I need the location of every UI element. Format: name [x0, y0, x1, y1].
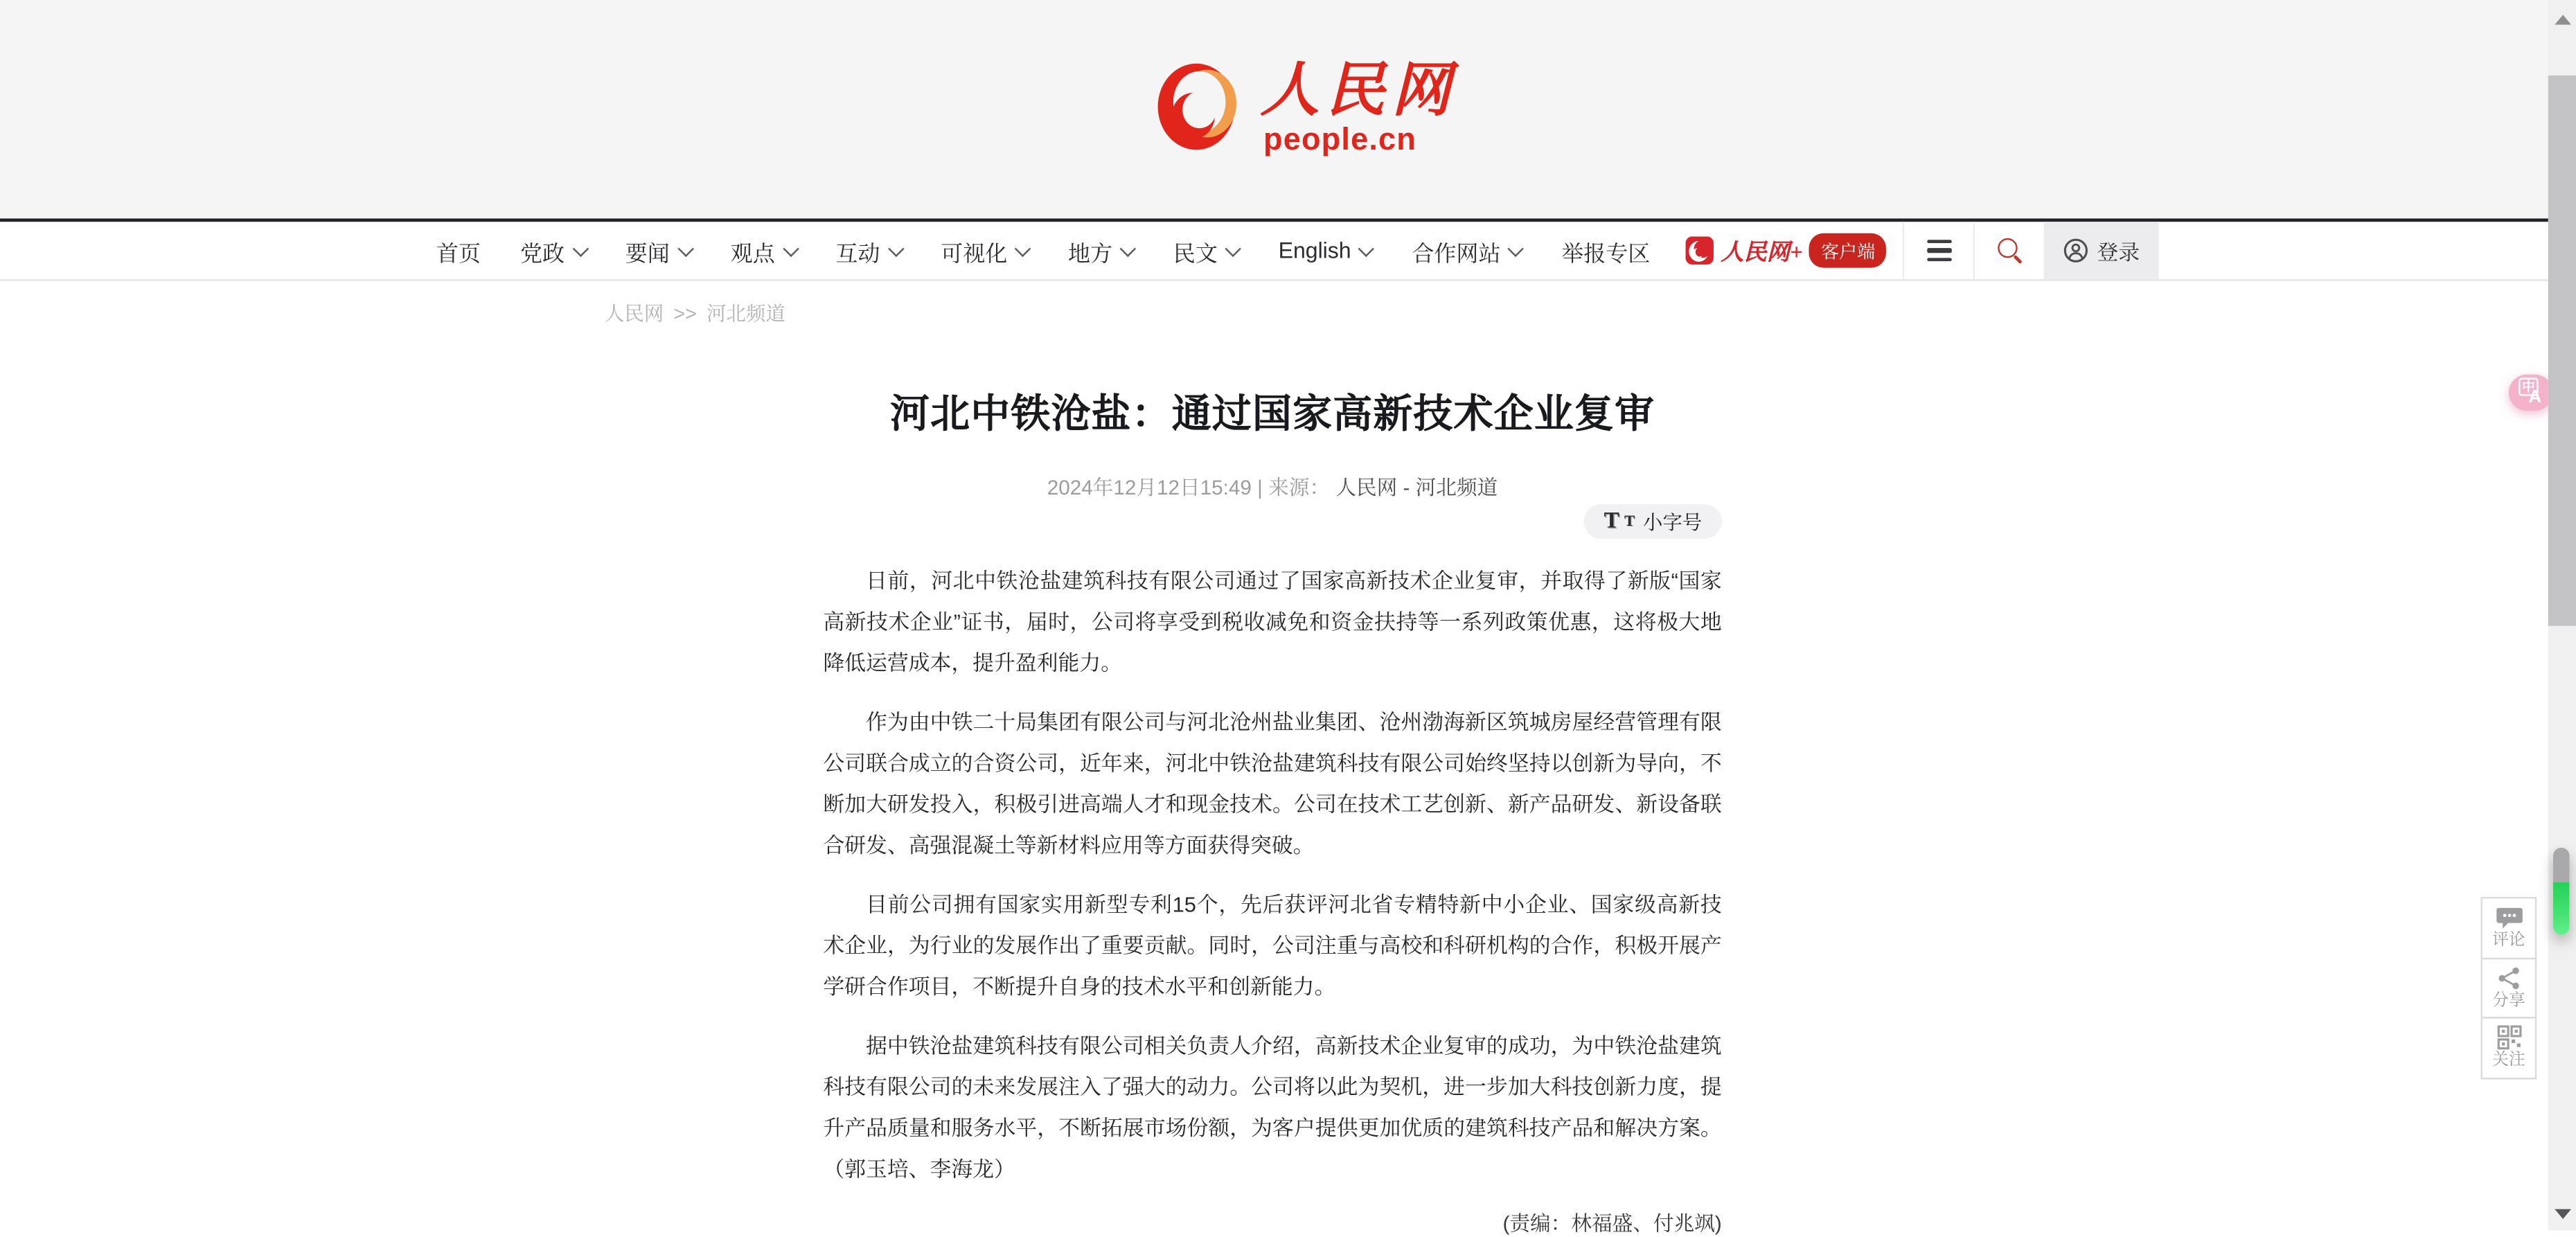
paragraph: 目前公司拥有国家实用新型专利15个，先后获评河北省专精特新中小企业、国家级高新技术企业，为行业的发展作出了重要贡献。同时，公司注重与高校和科研机构的合作，积极开展产学研合作项目，不断提升自身的技术水平和创新能力。 — [823, 891, 1722, 999]
site-header — [0, 0, 2576, 218]
menu-button[interactable] — [1903, 222, 1974, 279]
nav-item-hudong[interactable]: 互动 — [816, 222, 921, 279]
comment-label: 评论 — [2492, 932, 2525, 950]
chevron-down-icon — [887, 240, 903, 256]
paragraph: 作为由中铁二十局集团有限公司与河北沧州盐业集团、沧州渤海新区筑城房屋经营管理有限公司联合成立的合资公司，近年来，河北中铁沧盐建筑科技有限公司始终坚持以创新为导向，不断加大研发投入，积极引进高端人才和现金技术。公司在技术工艺创新、新产品研发、新设备联合研发、高强混凝土等新材料应用等方面获得突破。 — [823, 709, 1722, 858]
article-container — [605, 299, 1940, 1237]
comment-icon — [2495, 906, 2523, 931]
arrow-up-icon — [2554, 14, 2570, 24]
nav-item-dangzheng[interactable]: 党政 — [501, 222, 606, 279]
user-icon — [2064, 238, 2089, 263]
scroll-down-button[interactable] — [2548, 1199, 2576, 1227]
scroll-up-button[interactable] — [2548, 5, 2576, 33]
share-label: 分享 — [2492, 992, 2525, 1011]
login-button[interactable] — [2045, 222, 2160, 279]
vertical-scrollbar — [2548, 0, 2576, 1231]
app-badge-client-pill: 客户端 — [1809, 233, 1886, 268]
breadcrumb-separator: >> — [673, 301, 697, 325]
qr-code-icon — [2496, 1026, 2521, 1051]
nav-item-report-zone[interactable]: 举报专区 — [1561, 240, 1651, 266]
font-size-icon: T — [1604, 508, 1619, 533]
follow-button[interactable] — [2481, 1017, 2537, 1078]
logo-subtitle: people.cn — [1263, 123, 1417, 158]
nav-item-partner-sites[interactable]: 合作网站 — [1392, 222, 1542, 279]
nav-item-home[interactable]: 首页 — [436, 240, 481, 266]
arrow-down-icon — [2554, 1209, 2570, 1218]
search-icon — [1998, 238, 2023, 263]
chevron-down-icon — [677, 240, 693, 256]
article-meta — [605, 472, 1940, 501]
people-plus-logo-icon — [1686, 237, 1714, 265]
nav-item-minwen[interactable]: 民文 — [1153, 222, 1259, 279]
hamburger-icon — [1927, 240, 1952, 261]
chevron-down-icon — [782, 240, 798, 256]
font-size-label: 小字号 — [1642, 510, 1703, 534]
breadcrumb — [605, 299, 1940, 327]
article-body — [823, 560, 1721, 1189]
editor-note: (责编：林福盛、付兆飒) — [1502, 1212, 1722, 1236]
chevron-down-icon — [572, 240, 588, 256]
nav-item-difang[interactable]: 地方 — [1049, 222, 1154, 279]
translate-zh-glyph: 中 — [2519, 378, 2538, 396]
site-logo[interactable] — [1152, 56, 1457, 157]
nav-item-english[interactable]: English — [1259, 222, 1392, 279]
paragraph: 日前，河北中铁沧盐建筑科技有限公司通过了国家高新技术企业复审，并取得了新版“国家高新技术企业”证书，届时，公司将享受到税收减免和资金扶持等一系列政策优惠，这将极大地降低运营成本，提升盈利能力。 — [823, 568, 1722, 675]
chevron-down-icon — [1120, 240, 1136, 256]
breadcrumb-site[interactable]: 人民网 — [604, 302, 664, 326]
chevron-down-icon — [1015, 240, 1031, 256]
paragraph: 据中铁沧盐建筑科技有限公司相关负责人介绍，高新技术企业复审的成功，为中铁沧盐建筑科技有限公司的未来发展注入了强大的动力。公司将以此为契机，进一步加大科技创新力度，提升产品质量和服务水平，不断拓展市场份额，为客户提供更加优质的建筑科技产品和解决方案。（郭玉培、李海龙） — [823, 1033, 1722, 1182]
login-label: 登录 — [2097, 240, 2140, 265]
search-button[interactable] — [1974, 222, 2045, 279]
meta-divider: | — [1257, 476, 1263, 500]
comment-button[interactable] — [2481, 897, 2537, 959]
share-button[interactable] — [2481, 957, 2537, 1019]
follow-label: 关注 — [2492, 1051, 2525, 1070]
chevron-down-icon — [1508, 240, 1524, 256]
side-toolbar — [2481, 898, 2537, 1078]
breadcrumb-channel[interactable]: 河北频道 — [706, 302, 785, 326]
chevron-down-icon — [1358, 240, 1374, 256]
source-link[interactable]: 人民网 - 河北频道 — [1335, 476, 1498, 500]
scroll-progress-marker[interactable] — [2553, 848, 2570, 935]
scrollbar-thumb[interactable] — [2548, 75, 2576, 626]
people-daily-swirl-icon — [1152, 56, 1250, 154]
app-client-badge[interactable] — [1670, 222, 1903, 279]
share-icon — [2496, 965, 2521, 990]
main-navbar — [0, 218, 2576, 281]
translate-button[interactable] — [2509, 375, 2553, 411]
source-label: 来源： — [1268, 476, 1331, 500]
nav-item-keshihua[interactable]: 可视化 — [921, 222, 1049, 279]
translate-en-glyph: A — [2528, 387, 2542, 408]
chevron-down-icon — [1225, 240, 1241, 256]
logo-title: 人民网 — [1260, 57, 1457, 123]
nav-item-yaowen[interactable]: 要闻 — [605, 222, 711, 279]
font-size-toggle[interactable]: T T 小字号 — [1584, 504, 1722, 539]
article-date: 2024年12月12日15:49 — [1047, 476, 1252, 500]
app-badge-brand: 人民网+ — [1721, 240, 1803, 266]
article-title: 河北中铁沧盐：通过国家高新技术企业复审 — [889, 392, 1655, 437]
nav-item-guandian[interactable]: 观点 — [711, 222, 816, 279]
